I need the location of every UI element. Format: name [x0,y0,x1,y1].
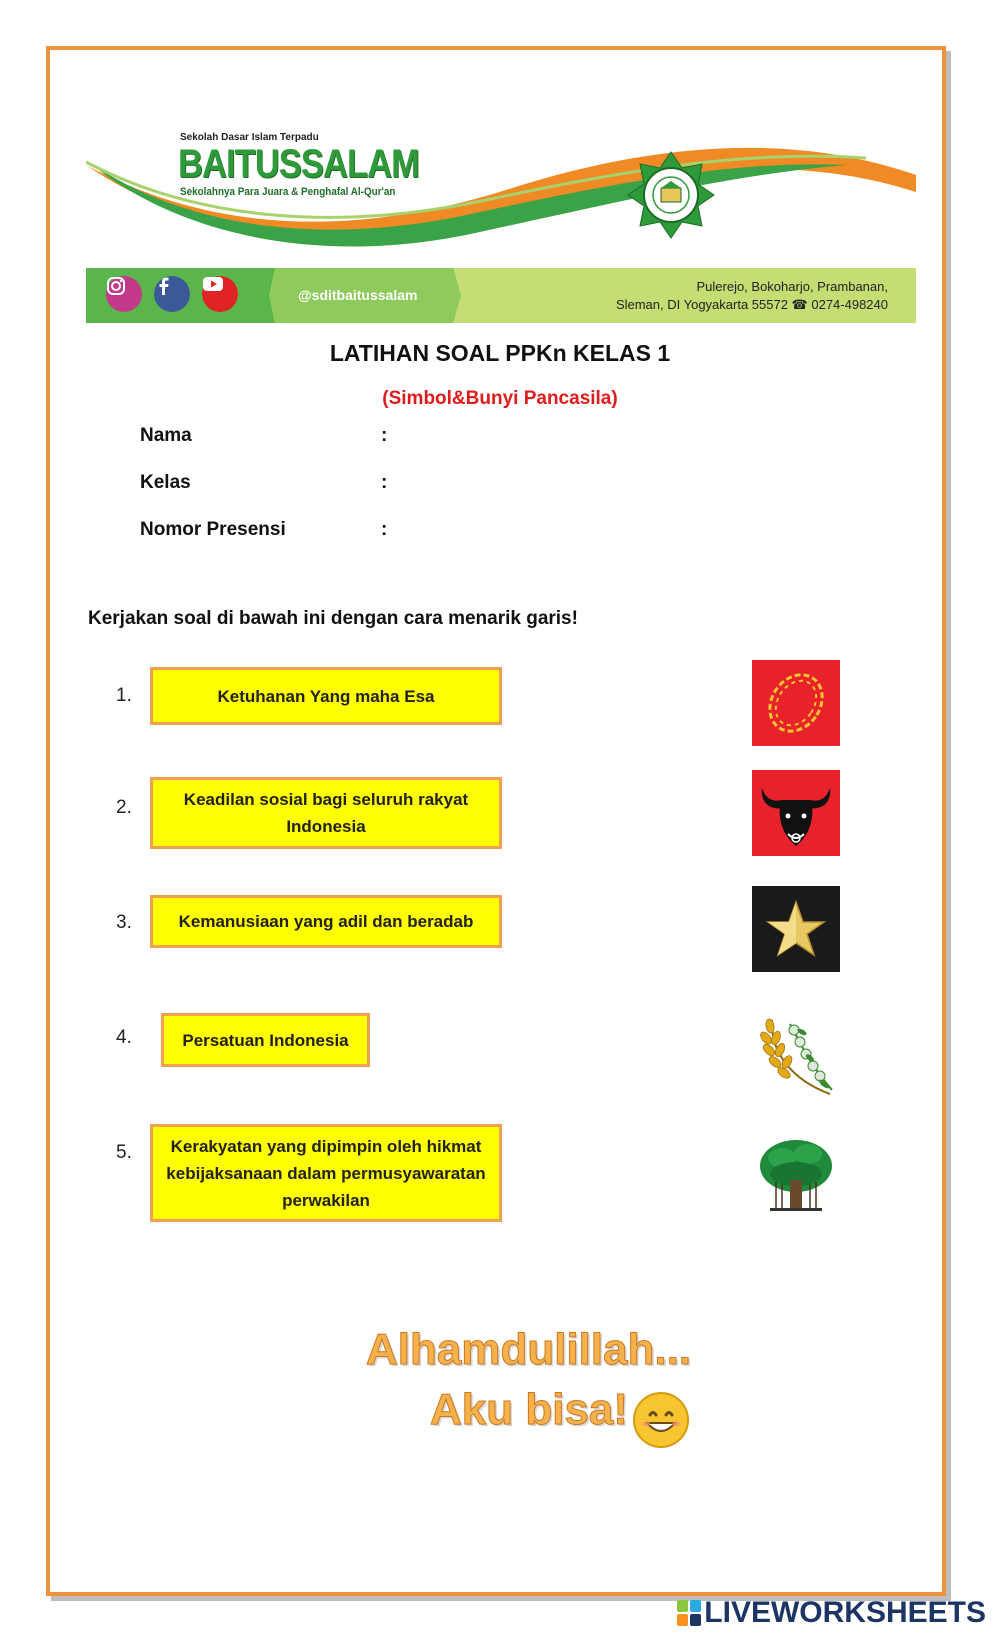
liveworksheets-watermark[interactable] [677,1596,986,1630]
question-box-5[interactable]: Kerakyatan yang dipimpin oleh hikmat kebijaksanaan dalam permusyawaratan perwakilan [150,1124,502,1222]
attendance-number-label: Nomor Presensi [140,519,286,540]
social-handle[interactable]: @sditbaitussalam [298,287,418,303]
class-label: Kelas [140,472,191,493]
page-subtitle: (Simbol&Bunyi Pancasila) [382,388,618,409]
youtube-icon[interactable] [202,276,238,312]
smiley-face-icon [632,1391,690,1449]
name-colon: : [381,425,388,446]
page-title: LATIHAN SOAL PPKn KELAS 1 [329,340,671,366]
question-box-4[interactable]: Persatuan Indonesia [161,1013,370,1067]
question-number: 5. [116,1142,132,1163]
school-tagline: Sekolahnya Para Juara & Penghafal Al-Qur'an [180,186,396,198]
school-name: BAITUSSALAM [178,142,419,186]
facebook-icon[interactable] [154,276,190,312]
question-number: 3. [116,912,132,933]
school-type-label: Sekolah Dasar Islam Terpadu [180,132,319,143]
footer-line-2: Aku bisa! [430,1385,629,1434]
attendance-number-colon: : [381,519,388,540]
banyan-tree-icon[interactable] [752,1132,840,1218]
question-box-1[interactable]: Ketuhanan Yang maha Esa [150,667,502,725]
question-number: 4. [116,1027,132,1048]
school-address: Pulerejo, Bokoharjo, Prambanan, Sleman, DI Yogyakarta 55572 ☎ 0274-498240 [615,279,888,312]
instagram-icon[interactable] [106,276,142,312]
question-box-3[interactable]: Kemanusiaan yang adil dan beradab [150,895,502,948]
question-number: 2. [116,797,132,818]
watermark-text: LIVEWORKSHEETS [704,1596,986,1629]
star-icon[interactable] [752,886,840,972]
school-emblem-icon [626,150,716,240]
school-header [86,120,916,325]
instruction-text: Kerjakan soal di bawah ini dengan cara menarik garis! [88,608,578,629]
class-colon: : [381,472,388,493]
question-box-2[interactable]: Keadilan sosial bagi seluruh rakyat Indonesia [150,777,502,849]
social-bar [86,268,916,323]
liveworksheets-logo-icon [677,1600,701,1626]
name-label: Nama [140,425,192,446]
footer-line-1: Alhamdulillah... [366,1325,692,1374]
rice-cotton-icon[interactable] [752,1012,840,1098]
question-number: 1. [116,685,132,706]
chain-icon[interactable] [752,660,840,746]
bull-head-icon[interactable] [752,770,840,856]
